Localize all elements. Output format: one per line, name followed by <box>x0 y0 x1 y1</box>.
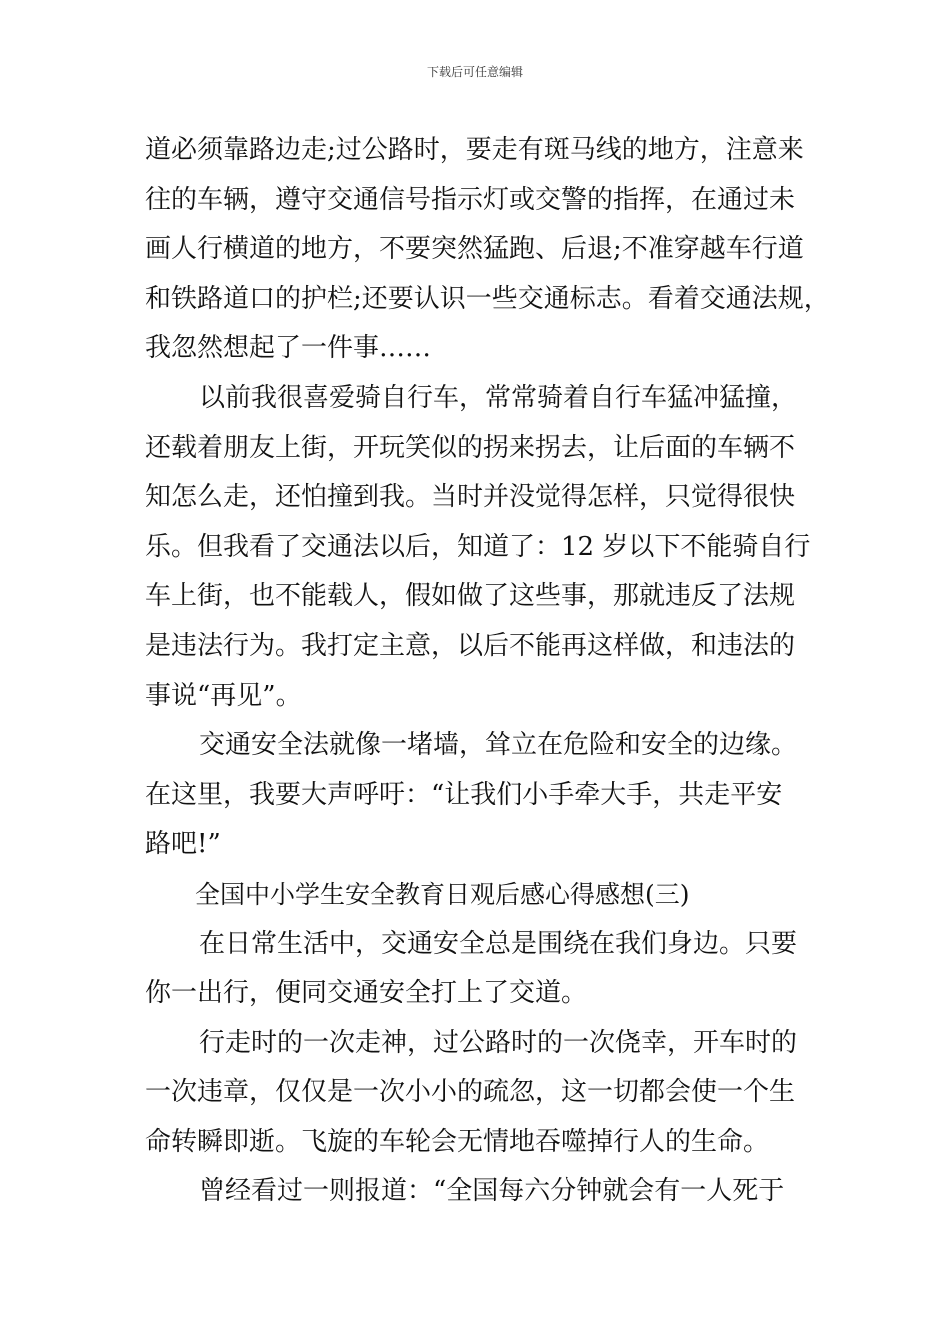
text-line: 你一出行，便同交通安全打上了交道。 <box>145 978 588 1009</box>
text-line: 乐。但我看了交通法以后，知道了：12 岁以下不能骑自行 <box>145 531 811 562</box>
text-line: 往的车辆，遵守交通信号指示灯或交警的指挥，在通过未 <box>145 184 796 215</box>
text-line: 在这里，我要大声呼吁：“让我们小手牵大手，共走平安 <box>145 779 783 810</box>
text-line: 道必须靠路边走;过公路时，要走有斑马线的地方，注意来 <box>145 135 804 165</box>
paragraph-first-line: 曾经看过一则报道：“全国每六分钟就会有一人死于 <box>199 1176 785 1207</box>
document-body <box>145 126 835 1217</box>
paragraph-first-line: 在日常生活中，交通安全总是围绕在我们身边。只要 <box>199 928 798 959</box>
text-line: 知怎么走，还怕撞到我。当时并没觉得怎样，只觉得很快 <box>145 482 796 513</box>
text-line: 和铁路道口的护栏;还要认识一些交通标志。看着交通法规， <box>145 283 830 314</box>
paragraph-first-line: 以前我很喜爱骑自行车，常常骑着自行车猛冲猛撞， <box>199 382 798 413</box>
text-line: 还载着朋友上街，开玩笑似的拐来拐去，让后面的车辆不 <box>145 432 796 463</box>
text-line: 我忽然想起了一件事…… <box>145 333 432 364</box>
paragraph-first-line: 行走时的一次走神，过公路时的一次侥幸，开车时的 <box>199 1027 798 1058</box>
text-line: 一次违章，仅仅是一次小小的疏忽，这一切都会使一个生 <box>145 1077 796 1108</box>
text-line: 命转瞬即逝。飞旋的车轮会无情地吞噬掉行人的生命。 <box>145 1126 770 1157</box>
text-line: 事说“再见”。 <box>145 680 302 711</box>
text-line: 画人行横道的地方，不要突然猛跑、后退;不准穿越车行道 <box>145 234 804 265</box>
page-header: 下载后可任意编辑 <box>426 65 523 79</box>
paragraph-first-line: 交通安全法就像一堵墙，耸立在危险和安全的边缘。 <box>199 730 798 761</box>
text-line: 是违法行为。我打定主意，以后不能再这样做，和违法的 <box>145 630 796 661</box>
text-line: 车上街，也不能载人，假如做了这些事，那就违反了法规 <box>145 581 796 612</box>
text-line: 路吧!” <box>145 829 221 860</box>
section-heading: 全国中小学生安全教育日观后感心得感想(三) <box>195 879 690 909</box>
